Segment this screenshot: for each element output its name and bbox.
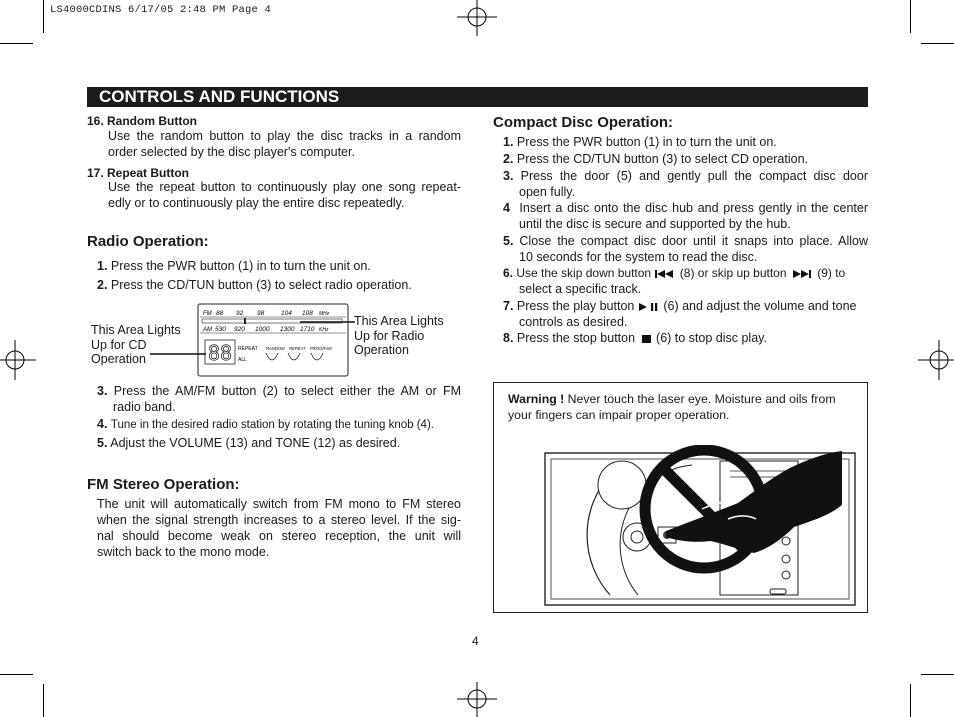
repeat-line-2: edly or to continuously play the entire disc repeatedly. [108, 196, 405, 210]
fm-tick-104: 104 [281, 310, 292, 317]
cd-step-3: 3. Press the door (5) and gently pull the compact disc door open fully. [503, 169, 868, 199]
radio-step-5: 5. Adjust the VOLUME (13) and TONE (12) as desired. [97, 436, 401, 450]
radio-step-4: 4. Tune in the desired radio station by rotating the tuning knob (4). [97, 417, 434, 431]
program-indicator: PROGRAM [310, 346, 332, 351]
registration-mark-right [916, 338, 954, 382]
fm-stereo-text: The unit will automatically switch from FM mono to FM stereo when the signal strength increases to a stereo level. If the sig- nal should become weak on stereo reception, the unit will switch back to the mono mode. [97, 497, 461, 559]
random-line-2: order selected by the disc player's computer. [108, 145, 355, 159]
random-line-1: Use the random button to play the disc tracks in a random [108, 129, 461, 143]
fm-scale-label: FM [203, 311, 212, 317]
repeat-indicator-2: REPEAT [289, 346, 306, 351]
play-pause-icon [638, 302, 660, 312]
repeat-line-1: Use the repeat button to continuously play one song repeat- [108, 180, 461, 194]
random-indicator: RANDOM [266, 346, 285, 351]
registration-mark-top [455, 0, 499, 40]
page-number: 4 [472, 634, 479, 648]
registration-mark-left [0, 338, 38, 382]
radio-step-1: 1. Press the PWR button (1) in to turn the unit on. [97, 259, 371, 273]
all-indicator: ALL [238, 357, 247, 363]
fm-tick-108: 108 [302, 310, 313, 317]
repeat-button-desc [108, 179, 461, 211]
random-button-title: 16. Random Button [87, 114, 197, 128]
repeat-indicator: REPEAT [238, 346, 258, 352]
cd-step-1: 1. Press the PWR button (1) in to turn the unit on. [503, 135, 777, 149]
stop-icon [639, 334, 653, 344]
fm-tick-92: 92 [236, 310, 244, 317]
am-tick-1710: 1710 [300, 326, 315, 333]
am-tick-920: 920 [234, 326, 245, 333]
cd-step-2: 2. Press the CD/TUN button (3) to select CD operation. [503, 152, 809, 166]
radio-area-label: This Area Lights Up for Radio Operation [354, 314, 444, 357]
radio-step-3: 3. Press the AM/FM button (2) to select either the AM or FM radio band. [97, 384, 461, 414]
cd-step-6: 6. Use the skip down button (8) or skip up button (9) to select a specific track. [503, 266, 846, 296]
fm-tick-98: 98 [257, 310, 265, 317]
fm-stereo-heading: FM Stereo Operation: [87, 476, 240, 493]
print-slug: LS4000CDINS 6/17/05 2:48 PM Page 4 [50, 4, 272, 16]
cd-step-7: 7. Press the play button (6) and adjust the volume and tone controls as desired. [503, 299, 857, 329]
skip-up-icon [790, 269, 814, 279]
cd-player-hand-warning-illustration [542, 445, 862, 610]
am-scale-label: AM [203, 327, 212, 333]
warning-box [493, 382, 868, 613]
skip-down-icon [654, 269, 676, 279]
fm-unit: MHz [319, 311, 330, 317]
warning-text: Warning ! Never touch the laser eye. Moisture and oils from your fingers can impair proper operation. [508, 392, 836, 422]
cd-operation-heading: Compact Disc Operation: [493, 114, 674, 131]
radio-operation-heading: Radio Operation: [87, 233, 209, 250]
digit-display: 88 [208, 341, 233, 365]
radio-step-2: 2. Press the CD/TUN button (3) to select radio operation. [97, 278, 412, 292]
am-tick-1300: 1300 [280, 326, 295, 333]
am-tick-1000: 1000 [255, 326, 270, 333]
section-banner: CONTROLS AND FUNCTIONS [87, 87, 868, 107]
display-panel-diagram [150, 300, 355, 380]
fm-tick-88: 88 [216, 310, 224, 317]
am-unit: KHz [319, 327, 329, 333]
am-tick-530: 530 [215, 326, 226, 333]
registration-mark-bottom [455, 680, 499, 717]
random-button-desc [108, 128, 461, 160]
cd-step-5: 5. Close the compact disc door until it snaps into place. Allow 10 seconds for the system to read the disc. [503, 234, 869, 264]
cd-step-4: 4 Insert a disc onto the disc hub and press gently in the center until the disc is secure and supported by the hub. [503, 201, 868, 231]
repeat-button-title: 17. Repeat Button [87, 166, 190, 180]
cd-step-8: 8. Press the stop button (6) to stop disc play. [503, 331, 767, 345]
cd-area-label: This Area Lights Up for CD Operation [91, 323, 181, 366]
